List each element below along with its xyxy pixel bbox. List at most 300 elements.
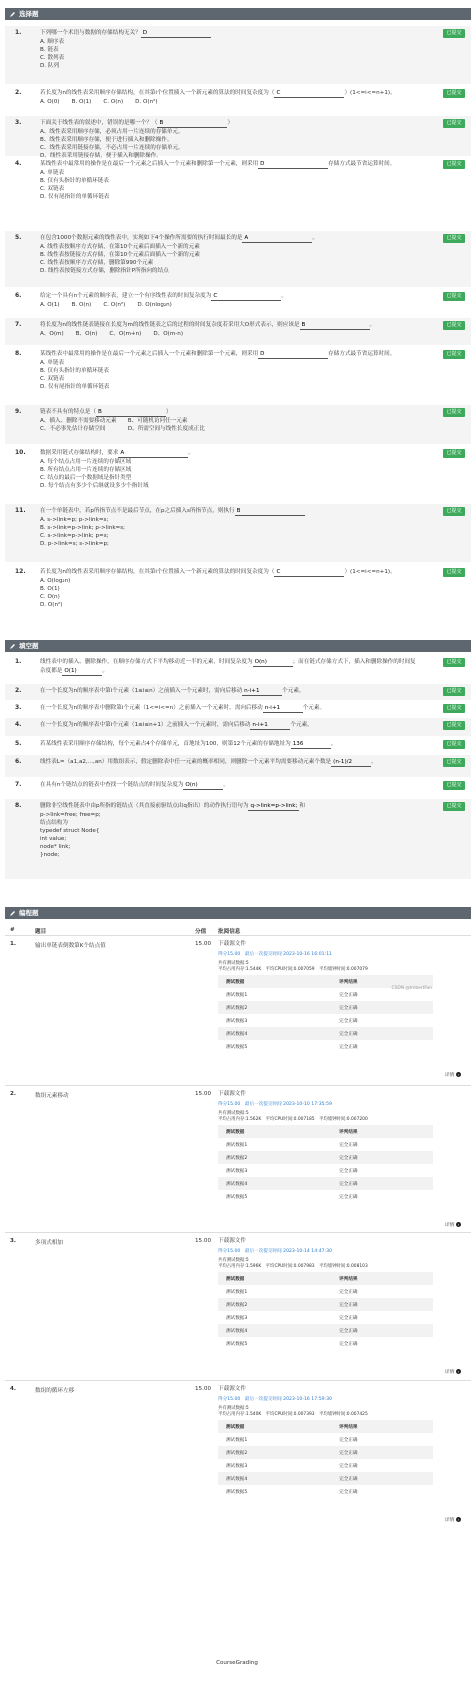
question-body: [40, 758, 420, 767]
question-body: [40, 568, 420, 609]
test-count: 共有测试数据:5: [218, 1406, 249, 1411]
test-result-cell: 测试数据2: [226, 1302, 248, 1308]
question-text-after: 。: [369, 322, 376, 328]
option: C. O(n²): [103, 302, 126, 308]
review-info: [218, 1384, 433, 1498]
choice-question: [5, 116, 471, 159]
question-number: 1.: [15, 658, 22, 665]
download-source-link[interactable]: 下载源文件: [218, 1238, 246, 1244]
question-number: 6.: [15, 758, 22, 765]
option: A. 顺序表: [40, 39, 65, 45]
option: A、线性表采用顺序存储，必须占用一片连续的存储单元。: [40, 129, 184, 135]
question-text: 在一个长度为n的顺序表中第i个元素（1≤i≤n）之前插入一个元素时，需向后移动: [40, 688, 243, 694]
question-body: [40, 802, 420, 859]
detail-label: 详情: [444, 1370, 455, 1375]
answer-input[interactable]: B: [157, 119, 227, 128]
option: B. 仅有头指针的单循环链表: [40, 178, 109, 184]
test-result-cell: 完全正确: [339, 1463, 358, 1469]
test-result-cell: 完全正确: [339, 1328, 358, 1334]
question-text: 若长度为n的线性表采用顺序存储结构，在其第i个位置插入一个新元素的算法的时间复杂度为（: [40, 90, 275, 96]
submitted-badge: 已提交: [443, 704, 465, 713]
question-body: [40, 408, 420, 433]
test-result-cell: 完全正确: [339, 1194, 358, 1200]
option: C. O(n): [40, 594, 60, 600]
option: C、O(m+n): [109, 331, 142, 337]
fill-question: [5, 655, 471, 682]
question-stem: [40, 29, 420, 38]
question-body: [40, 160, 420, 201]
question-number: 4.: [15, 721, 22, 728]
question-text-after-2: 。: [102, 668, 108, 674]
detail-button[interactable]: [445, 1516, 461, 1523]
question-number: 8.: [15, 350, 22, 357]
test-result-cell: 完全正确: [339, 1018, 358, 1024]
question-text: 下面关于线性表的叙述中，错误的是哪一个？（: [40, 120, 158, 126]
download-source-link[interactable]: 下载源文件: [218, 941, 246, 947]
chevron-right-icon: ›: [457, 1222, 460, 1227]
question-text-after: ）: [165, 409, 172, 415]
question-body: [40, 704, 420, 713]
question-body: [40, 740, 420, 749]
test-result-cell: 完全正确: [339, 1476, 358, 1482]
fill-question: [5, 737, 471, 754]
submitted-badge: 已提交: [443, 507, 465, 516]
test-result-cell: 测试数据3: [226, 1315, 248, 1321]
test-result-cell: 测试数据5: [226, 1489, 248, 1495]
answer-input[interactable]: n-i+1: [242, 687, 282, 696]
test-results-header: [218, 1420, 433, 1433]
test-result-cell: 测试数据3: [226, 1168, 248, 1174]
option: A. 单链表: [40, 360, 65, 366]
option: A. O(0): [40, 99, 60, 105]
program-title[interactable]: 数组的循环左移: [35, 1388, 75, 1394]
submitted-badge: 已提交: [443, 160, 465, 169]
question-text: 若某线性表采用顺序存储结构，每个元素占4个存储单元，首地址为100，则第12个元素的存储地址为: [40, 741, 291, 747]
question-number: 2.: [15, 89, 22, 96]
test-result-cell: 完全正确: [339, 1450, 358, 1456]
test-result-cell: 完全正确: [339, 992, 358, 998]
footer: CourseGrading: [216, 1660, 258, 1666]
submission-status: 得分15.00 最后一次提交时间 2023-10-10 17:35:59: [218, 1102, 332, 1107]
option: A、O(m): [40, 331, 64, 337]
option: B. O(1): [71, 99, 92, 105]
question-text: 线性表L=（a1,a2,...,an）用数组表示，假定删除表中任一元素的概率相同，则删除一个元素平均需要移动元素个数是: [40, 759, 332, 765]
question-text: 在具有n个链结点的链表中查找一个链结点的时间复杂度为: [40, 782, 184, 788]
question-text: 某线性表中最常用的操作是在最后一个元素之后插入一个元素和删除第一个元素，则采用: [40, 161, 259, 167]
col-score: 分值: [195, 929, 207, 935]
option: D、O(m-n): [153, 331, 184, 337]
code-line: typedef struct Node{: [40, 828, 100, 834]
test-result-cell: 完全正确: [339, 1302, 358, 1308]
detail-label: 详情: [444, 1073, 455, 1078]
answer-input[interactable]: C: [274, 89, 344, 98]
option: C、不必事先估计存储空间 D、所需空间与线性长度成正比: [40, 426, 205, 432]
test-stats: 平均占用内存:1.562K 平均CPU时间:0.007185 平均墙钟时间:0.007200: [218, 1116, 368, 1122]
question-stem: [40, 350, 420, 359]
choice-question: [5, 565, 471, 621]
program-row: [5, 1380, 471, 1525]
detail-button[interactable]: [445, 1368, 461, 1375]
answer-input[interactable]: D: [258, 160, 328, 169]
chevron-right-icon: ›: [457, 1072, 460, 1077]
question-stem: [40, 234, 420, 243]
answer-input[interactable]: n-i+1: [250, 721, 290, 730]
test-count: 共有测试数据:5: [218, 1258, 249, 1263]
test-result-cell: 测试数据4: [226, 1476, 248, 1482]
question-number: 9.: [15, 408, 22, 415]
code-line: int value;: [40, 836, 67, 842]
submitted-badge: 已提交: [443, 781, 465, 790]
col-review: 批阅信息: [218, 929, 241, 935]
answer-input[interactable]: C: [211, 292, 281, 301]
question-stem: [40, 119, 420, 128]
question-text-after: 个元素。: [282, 688, 305, 694]
answer-input[interactable]: C: [274, 568, 344, 577]
test-result-row: [218, 1164, 433, 1177]
answer-input[interactable]: q->link=p->link;: [250, 803, 298, 809]
question-number: 8.: [15, 802, 22, 809]
question-body: [40, 29, 420, 70]
test-result-row: [218, 1311, 433, 1324]
question-text-after: 个元素。: [290, 722, 313, 728]
question-text: 删除非空线性链表中由p所指的链结点（其直接前驱结点由q指出）的动作执行语句为: [40, 803, 249, 809]
submitted-badge: 已提交: [443, 408, 465, 417]
question-text: 在一个长度为n的顺序表中第i个元素（1≤i≤n+1）之前插入一个元素时，需向后移动: [40, 722, 251, 728]
choice-question: [5, 504, 471, 562]
option: B. O(1): [40, 586, 60, 592]
fill-question: [5, 778, 471, 798]
test-result-cell: 完全正确: [339, 1289, 358, 1295]
test-stats: 平均占用内存:1.596K 平均CPU时间:0.007983 平均墙钟时间:0.008103: [218, 1263, 368, 1269]
question-text: 给定一个具有n个元素的顺序表，建立一个有序线性表的时间复杂度为: [40, 293, 212, 299]
test-result-row: [218, 1040, 433, 1053]
test-result-cell: 测试数据4: [226, 1031, 248, 1037]
program-table-header: [5, 925, 471, 935]
program-score: 15.00: [195, 941, 212, 947]
answer-input[interactable]: O(n): [253, 658, 293, 667]
option: C. 线性表按顺序方式存储，删除第990个元素: [40, 260, 154, 266]
test-result-cell: 完全正确: [339, 1341, 358, 1347]
program-number: 4.: [10, 1386, 17, 1392]
question-number: 11.: [15, 507, 26, 514]
test-result-row: [218, 1459, 433, 1472]
test-result-cell: 完全正确: [339, 1155, 358, 1161]
test-result-row: [218, 1177, 433, 1190]
answer-input[interactable]: B: [96, 408, 166, 417]
test-result-cell: 测试数据2: [226, 1155, 248, 1161]
submitted-badge: 已提交: [443, 350, 465, 359]
submitted-badge: 已提交: [443, 449, 465, 458]
question-number: 5.: [15, 234, 22, 241]
choice-question: [5, 157, 471, 229]
chevron-right-icon: ›: [457, 1369, 460, 1374]
section-header-choice: 选择题: [5, 8, 471, 20]
test-stats: 平均占用内存:1.540K 平均CPU时间:0.007393 平均墙钟时间:0.007425: [218, 1411, 368, 1417]
review-info: [218, 1236, 433, 1350]
test-result-cell: 测试数据5: [226, 1044, 248, 1050]
submitted-badge: 已提交: [443, 740, 465, 749]
options-row: [40, 98, 420, 106]
submitted-badge: 已提交: [443, 658, 465, 667]
submitted-badge: 已提交: [443, 29, 465, 38]
test-results-col: 测试数据: [226, 1276, 245, 1282]
test-result-row: [218, 1433, 433, 1446]
question-text-after: 。: [330, 741, 337, 747]
test-result-cell: 测试数据1: [226, 992, 248, 998]
program-title[interactable]: 输出单链表倒数第K个结点值: [35, 943, 106, 949]
option: B. O(n): [71, 302, 92, 308]
answer-input[interactable]: B: [235, 507, 305, 516]
option: A. 单链表: [40, 170, 65, 176]
test-summary: [218, 1406, 433, 1417]
test-results-table: [218, 1125, 433, 1203]
test-result-cell: 完全正确: [339, 1142, 358, 1148]
question-stem: [40, 507, 420, 516]
option: B. 线性表按链接方式存储，在第10个元素后面插入一个新的元素: [40, 252, 200, 258]
test-result-cell: 测试数据4: [226, 1181, 248, 1187]
question-body: [40, 89, 420, 106]
question-number: 2.: [15, 687, 22, 694]
test-result-row: [218, 1027, 433, 1040]
question-text: 将长度为n的线性链表链接在长度为m的线性链表之后的过程的时间复杂度若采用大O形式表示，则应该是: [40, 322, 300, 328]
question-text-after: 。: [281, 293, 287, 299]
detail-button[interactable]: [445, 1071, 461, 1078]
program-number: 2.: [10, 1091, 17, 1097]
options-row: [40, 330, 420, 338]
test-result-cell: 完全正确: [339, 1181, 358, 1187]
test-results-col: 测试数据: [226, 1424, 245, 1430]
question-text-after: ）: [227, 120, 234, 126]
answer-input[interactable]: A: [118, 449, 188, 458]
question-body: [40, 292, 420, 309]
option: C. 双链表: [40, 186, 65, 192]
test-summary: [218, 961, 433, 972]
question-stem: [40, 449, 420, 458]
question-number: 7.: [15, 781, 22, 788]
test-result-row: [218, 1485, 433, 1498]
section-header-fill: 填空题: [5, 640, 471, 652]
question-stem: [40, 292, 420, 301]
submitted-badge: 已提交: [443, 321, 465, 330]
test-results-col: 测试数据: [226, 979, 245, 985]
option: C. s->link=p->link; p=s;: [40, 533, 109, 539]
answer-input[interactable]: D: [258, 350, 328, 359]
program-title[interactable]: 多项式相加: [35, 1240, 63, 1246]
question-text-after: ；而在链式存储方式下，插入和删除操作的时间复杂度都是: [40, 659, 416, 674]
chevron-right-icon: ›: [457, 1517, 460, 1522]
test-results-col: 评判结果: [339, 1276, 358, 1282]
program-title[interactable]: 数组元素移动: [35, 1093, 69, 1099]
submitted-badge: 已提交: [443, 568, 465, 577]
test-results-col: 评判结果: [339, 979, 358, 985]
option: B. s->link=p->link; p->link=s;: [40, 525, 126, 531]
option: D. 仅有尾指针的单循环链表: [40, 194, 110, 200]
test-result-row: [218, 1446, 433, 1459]
choice-question: [5, 318, 471, 345]
test-result-cell: 完全正确: [339, 1489, 358, 1495]
option: A. O(log₂n): [40, 578, 71, 584]
question-body: [40, 721, 420, 730]
test-result-row: [218, 1151, 433, 1164]
test-result-row: [218, 1001, 433, 1014]
download-source-link[interactable]: 下载源文件: [218, 1386, 246, 1392]
option: A、插入、删除不需要移动元素 B、可随机访问任一元素: [40, 418, 188, 424]
question-body: [40, 449, 420, 490]
test-result-cell: 测试数据5: [226, 1341, 248, 1347]
answer-input[interactable]: n-i+1: [263, 704, 303, 713]
answer-input[interactable]: D: [141, 29, 211, 38]
test-count: 共有测试数据:5: [218, 961, 249, 966]
code-line: 结点结构为: [40, 820, 68, 826]
question-text-after: ）(1<=i<=n+1)。: [344, 90, 396, 96]
test-result-row: [218, 1472, 433, 1485]
program-score: 15.00: [195, 1386, 212, 1392]
test-result-cell: 测试数据1: [226, 1437, 248, 1443]
answer-input[interactable]: (n-1)/2: [331, 758, 371, 767]
question-number: 3.: [15, 704, 22, 711]
test-result-cell: 测试数据1: [226, 1142, 248, 1148]
test-results-col: 评判结果: [339, 1129, 358, 1135]
question-body: [40, 658, 420, 676]
question-stem: [40, 568, 420, 577]
submitted-badge: 已提交: [443, 89, 465, 98]
question-text-after: 。: [371, 759, 377, 765]
test-results-table: [218, 1272, 433, 1350]
submission-status: 得分15.00 最后一次提交时间 2023-10-16 17:59:30: [218, 1397, 332, 1402]
detail-button[interactable]: [445, 1221, 461, 1228]
submission-status: 得分15.00 最后一次提交时间 2023-10-14 14:47:30: [218, 1249, 332, 1254]
detail-label: 详情: [444, 1518, 455, 1523]
option: D. 仅有尾指针的单循环链表: [40, 384, 110, 390]
question-body: [40, 781, 420, 790]
option: B. 仅有头指针的单循环链表: [40, 368, 109, 374]
choice-question: [5, 231, 471, 287]
test-summary: [218, 1111, 433, 1122]
question-body: [40, 321, 420, 338]
submitted-badge: 已提交: [443, 234, 465, 243]
question-stem: [40, 89, 420, 98]
submitted-badge: 已提交: [443, 687, 465, 696]
option: D. 线性表按链接方式存储，删除指针P所指向的结点: [40, 268, 169, 274]
option: C. 结点的最后一个数据域是指针类型: [40, 475, 132, 481]
test-result-cell: 完全正确: [339, 1168, 358, 1174]
option: D. O(nlog₂n): [137, 302, 172, 308]
test-result-cell: 测试数据3: [226, 1018, 248, 1024]
program-score: 15.00: [195, 1091, 212, 1097]
test-results-header: [218, 1125, 433, 1138]
test-result-cell: 完全正确: [339, 1044, 358, 1050]
option: D. p->link=s; s->link=p;: [40, 541, 109, 547]
test-result-row: [218, 1337, 433, 1350]
question-number: 7.: [15, 321, 22, 328]
review-info: [218, 939, 433, 1053]
test-result-cell: 完全正确: [339, 1031, 358, 1037]
options-row: [40, 301, 420, 309]
question-body: [40, 119, 420, 160]
question-stem: [40, 160, 420, 169]
watermark: CSDN @ImbertFan: [391, 986, 432, 991]
test-results-table: [218, 1420, 433, 1498]
answer-input[interactable]: 136: [291, 740, 331, 749]
question-number: 3.: [15, 119, 22, 126]
option: A. s->link=p; p->link=s;: [40, 517, 109, 523]
option: A. 线性表按顺序方式存储，在第10个元素后面插入一个新的元素: [40, 244, 200, 250]
question-text: 在一个长度为n的顺序表中删除第i个元素（1<=i<=n）之前插入一个元素时，需向后移动: [40, 705, 263, 711]
program-row: [5, 1232, 471, 1377]
question-text: 线性表中的插入、删除操作，在顺序存储方式下平均移动近一半的元素，时间复杂度为: [40, 659, 253, 665]
question-text-after: 。: [312, 235, 318, 241]
test-result-cell: 测试数据1: [226, 1289, 248, 1295]
pencil-icon: [10, 910, 16, 916]
test-result-cell: 完全正确: [339, 1315, 358, 1321]
question-number: 12.: [15, 568, 26, 575]
choice-question: [5, 446, 471, 502]
pencil-icon: [10, 11, 16, 17]
col-index: #: [10, 927, 15, 933]
test-result-row: [218, 1298, 433, 1311]
question-text: 某线性表中最常用的操作是在最后一个元素之后插入一个元素和删除第一个元素，则采用: [40, 351, 259, 357]
fill-question: [5, 718, 471, 736]
question-text: 若长度为n的线性表采用顺序存储结构，在其第i个位置插入一个新元素的算法的时间复杂度为（: [40, 569, 275, 575]
section-header-program: 编程题: [5, 907, 471, 919]
answer-input[interactable]: O(n): [183, 781, 223, 790]
submitted-badge: 已提交: [443, 721, 465, 730]
question-text-after: 和: [299, 803, 305, 809]
program-score: 15.00: [195, 1238, 212, 1244]
col-title: 题目: [35, 929, 47, 935]
pencil-icon: [10, 643, 16, 649]
question-body: [40, 507, 420, 548]
submitted-badge: 已提交: [443, 292, 465, 301]
test-stats: 平均占用内存:1.544K 平均CPU时间:0.007059 平均墙钟时间:0.007079: [218, 966, 368, 972]
question-text-after: 个元素。: [302, 705, 326, 711]
submission-status: 得分15.00 最后一次提交时间 2023-10-16 16:01:11: [218, 952, 332, 957]
option: D、线性表采用链接存储，便于插入和删除操作。: [40, 153, 162, 159]
submitted-badge: 已提交: [443, 758, 465, 767]
test-result-cell: 测试数据2: [226, 1005, 248, 1011]
test-result-row: [218, 1014, 433, 1027]
answer-input-2[interactable]: O(1): [62, 667, 102, 676]
option: D. 队列: [40, 63, 60, 69]
test-result-row: [218, 1285, 433, 1298]
question-stem: [40, 408, 420, 417]
answer-input[interactable]: B: [300, 321, 370, 330]
choice-question: [5, 86, 471, 114]
program-number: 3.: [10, 1238, 17, 1244]
question-text: 下列哪一个术语与数据的存储结构无关？: [40, 30, 141, 36]
question-text-after: 存储方式最节省运算时间。: [328, 161, 396, 167]
download-source-link[interactable]: 下载源文件: [218, 1091, 246, 1097]
fill-question: [5, 684, 471, 700]
question-number: 4.: [15, 160, 22, 167]
code-line: node* link;: [40, 844, 71, 850]
submitted-badge: 已提交: [443, 802, 465, 811]
option: B、O(n): [75, 331, 98, 337]
choice-question: [5, 405, 471, 444]
test-result-row: [218, 1324, 433, 1337]
answer-input[interactable]: A: [242, 234, 312, 243]
question-text-after: 。: [223, 782, 229, 788]
test-result-cell: 测试数据5: [226, 1194, 248, 1200]
option: C. 散列表: [40, 55, 65, 61]
question-stem: [40, 321, 420, 330]
choice-question: [5, 289, 471, 316]
test-result-cell: 测试数据2: [226, 1450, 248, 1456]
option: D. 每个结点有多少个后继就设多少个指针域: [40, 483, 149, 489]
test-count: 共有测试数据:5: [218, 1111, 249, 1116]
option: C. 双链表: [40, 376, 65, 382]
question-number: 1.: [15, 29, 22, 36]
